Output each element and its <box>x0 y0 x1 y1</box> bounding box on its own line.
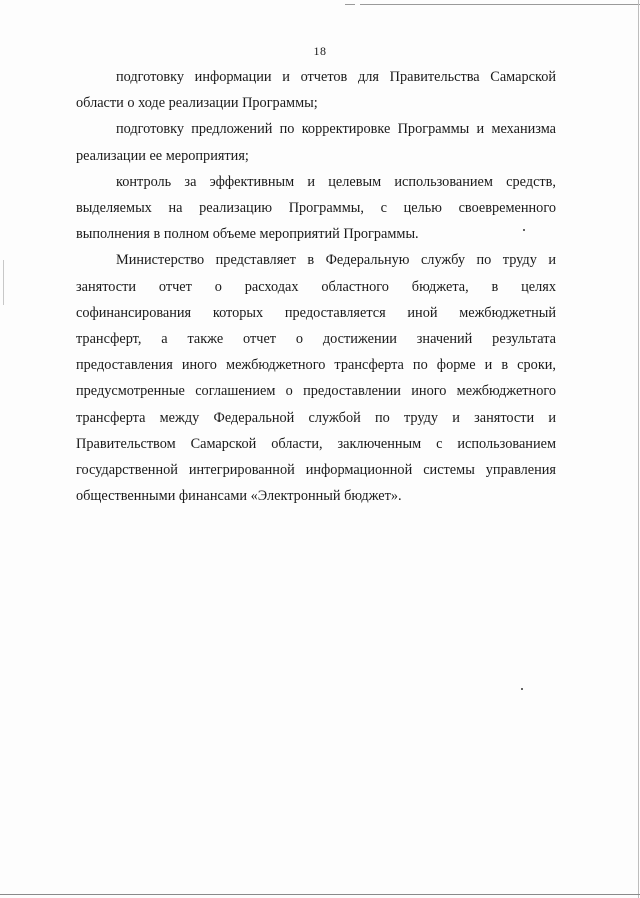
text-line: выделяемых на реализацию Программы, с целью своевременного <box>76 200 556 217</box>
text-line: подготовку предложений по корректировке Программы и механизма <box>116 121 556 138</box>
text-line: Министерство представляет в Федеральную службу по труду и <box>116 252 556 269</box>
scan-artifact-top-dash <box>345 4 355 5</box>
scan-artifact-bottom-line <box>0 894 640 895</box>
text-line: Правительством Самарской области, заключенным с использованием <box>76 435 556 452</box>
text-line: предоставления иного межбюджетного трансферта по форме и в сроки, <box>76 357 556 374</box>
text-line: государственной интегрированной информационной системы управления <box>76 462 556 479</box>
text-line: области о ходе реализации Программы; <box>76 95 318 112</box>
document-body <box>76 64 556 509</box>
scan-artifact-left-edge <box>3 260 4 305</box>
text-line: трансферта между Федеральной службой по труду и занятости и <box>76 409 556 426</box>
text-line: трансферт, а также отчет о достижении значений результата <box>76 331 556 348</box>
text-line: софинансирования которых предоставляется иной межбюджетный <box>76 304 556 321</box>
text-line: занятости отчет о расходах областного бюджета, в целях <box>76 278 556 295</box>
scan-artifact-right-edge <box>638 0 639 898</box>
scan-speck <box>521 688 523 690</box>
text-line: подготовку информации и отчетов для Правительства Самарской <box>116 69 556 85</box>
text-line: реализации ее мероприятия; <box>76 147 249 164</box>
text-line: выполнения в полном объеме мероприятий Программы. <box>76 226 419 243</box>
text-line: контроль за эффективным и целевым использованием средств, <box>116 173 556 190</box>
text-line: предусмотренные соглашением о предоставлении иного межбюджетного <box>76 383 556 400</box>
scan-artifact-top-line <box>360 4 640 5</box>
text-line: общественными финансами «Электронный бюджет». <box>76 488 402 505</box>
page-number: 18 <box>313 44 327 58</box>
